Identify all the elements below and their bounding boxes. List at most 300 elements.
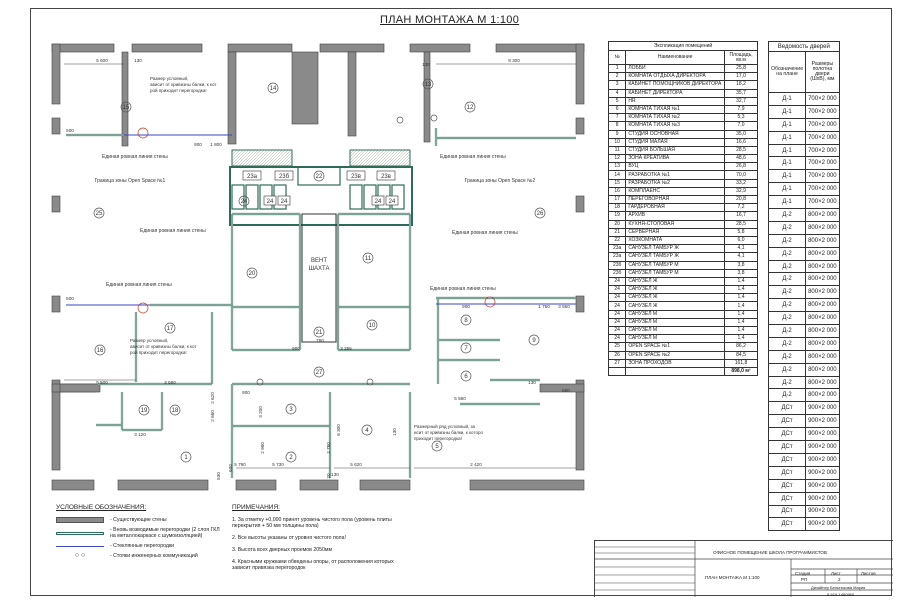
existing-wall [576,196,584,212]
room-area: 1,4 [725,286,758,294]
door-size: 800×2 000 [806,363,840,376]
door-row [769,453,840,466]
door-mark: Д-1 [769,183,806,196]
door-row [769,363,840,376]
explication-title: Экспликация помещений [609,42,758,51]
room-name: РАЗРАБОТКА №1 [626,171,725,179]
total-area: 898,0 м² [725,367,758,375]
room-area: 7,0 [725,122,758,130]
room-number-24: 24 [266,199,274,205]
existing-wall [320,44,384,52]
room-name: САНУЗЕЛ Ж [626,302,725,310]
beam-note: исит от кривизны балки, к которо [414,430,483,435]
room-area: 20,8 [725,196,758,204]
room-name: ЗОНА КРЕАТИВА [626,155,725,163]
room-area: 3,8 [725,269,758,277]
room-area: 1,4 [725,327,758,335]
room-area: 1,4 [725,294,758,302]
room-no: 16 [609,187,626,195]
beam-note: Размер условный, [150,76,189,81]
room-no: 24 [609,310,626,318]
door-mark: Д-1 [769,170,806,183]
zone1-label: Граница зоны Open Space №1 [94,178,166,184]
door-row [769,337,840,350]
door-row [769,286,840,299]
dimension-label: 3 550 [558,304,570,309]
room-no: 1 [609,65,626,73]
explication-row [609,327,758,335]
room-area: 86,2 [725,343,758,351]
dimension-label: 2 980 [260,442,265,454]
room-number-17: 17 [166,326,174,332]
sheet-value: 2 [838,577,841,582]
legend-label: - Стеклянные перегородки [110,543,175,549]
room-no: 26 [609,351,626,359]
existing-wall [410,44,470,52]
dimension-label: 600 [562,388,570,393]
dimension-label: 500 [66,296,74,301]
door-mark: Д-2 [769,299,806,312]
riser-icon [397,117,403,123]
room-area: 28,5 [725,146,758,154]
beam-note: ависит от кривизны балки, к кот [130,344,197,349]
room-no: 13 [609,163,626,171]
room-no: 6 [609,105,626,113]
room-name: КОМНАТА ТИХАЯ №3 [626,122,725,130]
door-size: 900×2 000 [806,402,840,415]
existing-wall [60,384,100,392]
existing-wall [132,44,202,52]
explication-row [609,261,758,269]
room-name: ХОЗКОМНАТА [626,236,725,244]
door-row [769,350,840,363]
room-explication-table [608,41,758,376]
room-no: 19 [609,212,626,220]
room-name: КУХНЯ-СТОЛОВАЯ [626,220,725,228]
explication-row [609,335,758,343]
dimension-label: 8 300 [508,58,520,63]
room-no: 23б [609,261,626,269]
door-row [769,183,840,196]
door-row [769,312,840,325]
room-name: OPEN SPACE №1 [626,343,725,351]
door-size: 800×2 000 [806,312,840,325]
wall-swatch [56,517,104,523]
explication-row [609,171,758,179]
room-name: КАБИНЕТ ПОМОЩНИКОВ ДИРЕКТОРА [626,81,725,89]
legend [56,504,220,563]
legend-label: - Существующие стены [110,517,167,523]
door-row [769,428,840,441]
existing-wall [52,44,114,52]
room-number-23а: 23а [246,174,258,180]
room-area: 1,4 [725,310,758,318]
explication-total-row [609,367,758,375]
door-size: 700×2 000 [806,183,840,196]
explication-row [609,343,758,351]
room-number-21: 21 [315,330,323,336]
door-size: 800×2 000 [806,260,840,273]
explication-row [609,65,758,73]
room-name: СТУДИЯ БОЛЬШАЯ [626,146,725,154]
room-number-22: 22 [315,174,323,180]
explication-row [609,245,758,253]
explication-row [609,253,758,261]
room-area: 1,4 [725,318,758,326]
explication-row [609,187,758,195]
room-number-16: 16 [96,348,104,354]
door-mark: Д-2 [769,247,806,260]
door-mark: Д-2 [769,363,806,376]
room-number-15: 15 [122,105,130,111]
col-mark: Обозначение на плане [769,52,806,93]
dimension-label: 900 [292,346,300,351]
col-area: Площадь, кв.м [725,51,758,65]
room-no: 18 [609,204,626,212]
door-size: 800×2 000 [806,325,840,338]
room-name: РАЗРАБОТКА №2 [626,179,725,187]
beam-note: Размерный ряд условный, за [414,424,476,429]
explication-row [609,220,758,228]
dimension-label: 5 560 [454,396,466,401]
explication-row [609,310,758,318]
wall-line-label: Единая ровная линия стены [430,286,496,292]
wall-line-label: Единая ровная линия стены [106,282,172,288]
existing-wall [576,296,584,312]
room-no: 24 [609,335,626,343]
room-area: 48,6 [725,155,758,163]
existing-wall [576,380,584,470]
existing-wall [360,480,410,490]
door-mark: ДСт [769,492,806,505]
room-no: 24 [609,302,626,310]
dimension-label: 3 580 [164,380,176,385]
room-no: 5 [609,97,626,105]
door-mark: Д-2 [769,350,806,363]
room-name: СТУДИЯ ОСНОВНАЯ [626,130,725,138]
room-no: 15 [609,179,626,187]
door-row [769,402,840,415]
room-number-23в: 23в [381,174,391,180]
door-size: 800×2 000 [806,299,840,312]
dimension-label: 3 120 [134,432,146,437]
column-marker [138,128,148,138]
door-size: 800×2 000 [806,350,840,363]
door-size: 900×2 000 [806,441,840,454]
door-size: 800×2 000 [806,376,840,389]
door-mark: ДСт [769,453,806,466]
explication-row [609,146,758,154]
zone2-label: Граница зоны Open Space №2 [464,178,536,184]
room-name: САНУЗЕЛ ТАМБУР Ж [626,253,725,261]
room-no: 10 [609,138,626,146]
room-area: 18,2 [725,81,758,89]
project-name: ОФИСНОЕ ПОМЕЩЕНИЕ ШКОЛА ПРОГРАММИСТОВ [713,550,827,555]
room-no: 11 [609,146,626,154]
door-row [769,209,840,222]
sheet-header: Лист [831,571,841,576]
door-mark: ДСт [769,466,806,479]
room-no: 25 [609,343,626,351]
room-no: 14 [609,171,626,179]
wall-line-label: Единая ровная линия стены [452,230,518,236]
phone: 8-916-1480960 [827,591,855,597]
room-no: 23б [609,269,626,277]
room-name: КОМПЛАЕНС [626,187,725,195]
room-no: 23а [609,253,626,261]
door-row [769,93,840,106]
partition-swatch [56,532,104,535]
door-row [769,441,840,454]
dimension-label: 130 [422,62,430,67]
dimension-label: 2 420 [470,462,482,467]
room-name: САНУЗЕЛ М [626,335,725,343]
room-number-4: 4 [365,428,369,434]
dimension-label: 500 [66,128,74,133]
existing-wall [52,296,60,312]
beam-note: рой приходит перегородка! [150,88,207,93]
room-name: СТУДИЯ МАЛАЯ [626,138,725,146]
door-mark: Д-2 [769,325,806,338]
riser-icon [431,115,437,121]
room-no: 17 [609,196,626,204]
door-size: 900×2 000 [806,453,840,466]
room-area: 28,5 [725,220,758,228]
door-row [769,196,840,209]
existing-wall [470,480,584,490]
explication-row [609,105,758,113]
door-row [769,299,840,312]
door-mark: ДСт [769,518,806,531]
wall-line-label: Единая ровная линия стены [102,154,168,160]
note-item: 2. Все высоты указаны от уровня чистого пола! [232,535,346,541]
door-mark: Д-1 [769,144,806,157]
room-area: 84,5 [725,351,758,359]
explication-row [609,73,758,81]
door-size: 700×2 000 [806,93,840,106]
room-area: 16,7 [725,212,758,220]
legend-label: - Стояки инженерных коммуникаций [110,553,198,559]
dimension-label: 3 255 [340,346,352,351]
glass-swatch [56,546,104,547]
room-number-13: 13 [424,82,432,88]
beam-note: Размер условный, [130,338,169,343]
room-number-3: 3 [289,407,293,413]
room-name: САНУЗЕЛ Ж [626,286,725,294]
dimension-label: 2 780 [326,442,331,454]
legend-title: УСЛОВНЫЕ ОБОЗНАЧЕНИЯ: [56,504,147,511]
door-row [769,389,840,402]
door-size: 900×2 000 [806,505,840,518]
door-size: 900×2 000 [806,492,840,505]
vent-label: ВЕНТ [310,258,328,264]
room-number-24: 24 [388,199,396,205]
door-row [769,105,840,118]
room-name: САНУЗЕЛ М [626,327,725,335]
door-row [769,247,840,260]
beam-note: рой приходит перегородка! [130,350,187,355]
room-number-5: 5 [435,444,439,450]
note-item: 3. Высота всех дверных проемов 2050мм [232,547,333,553]
room-number-19: 19 [140,408,148,414]
dimension-label: 130 [331,472,339,477]
door-row [769,273,840,286]
room-area: 35,0 [725,130,758,138]
legend-label: - Вновь возводимые перегородки (2 слоя ГКЛ на металлокаркасе с шумоизоляцией) [110,527,220,539]
room-no: 24 [609,327,626,335]
room-area: 1,4 [725,335,758,343]
door-row [769,415,840,428]
door-mark: Д-2 [769,273,806,286]
door-size: 800×2 000 [806,234,840,247]
explication-row [609,122,758,130]
beam-note: приходит перегородка! [414,436,462,441]
door-mark: ДСт [769,479,806,492]
author: Дизайнер Бельтюкова Мария [811,585,866,590]
door-schedule-table [768,41,840,531]
room-number-24: 24 [280,199,288,205]
room-no: 4 [609,89,626,97]
door-mark: ДСт [769,428,806,441]
dimension-label: 2 620 [210,392,215,404]
dimension-label: 900 [194,142,202,147]
room-number-2: 2 [289,455,293,461]
room-number-12: 12 [466,105,474,111]
door-mark: ДСт [769,415,806,428]
hatched-area [350,150,410,166]
room-number-8: 8 [464,318,468,324]
room-no: 24 [609,294,626,302]
room-name: САНУЗЕЛ М [626,310,725,318]
explication-row [609,359,758,367]
sheets-header: Листов [861,571,876,576]
door-mark: ДСт [769,441,806,454]
door-size: 700×2 000 [806,157,840,170]
room-name: КОМНАТА ОТДЫХА ДИРЕКТОРА [626,73,725,81]
door-row [769,492,840,505]
explication-row [609,196,758,204]
door-mark: Д-2 [769,312,806,325]
toilet-cubicle [350,185,362,209]
door-mark: Д-2 [769,209,806,222]
room-area: 32,9 [725,187,758,195]
door-size: 800×2 000 [806,221,840,234]
room-no: 20 [609,220,626,228]
door-row [769,118,840,131]
door-size: 900×2 000 [806,479,840,492]
explication-row [609,236,758,244]
room-name: ЗОНА ПРОХОДОВ [626,359,725,367]
existing-wall [576,44,584,104]
door-size: 700×2 000 [806,118,840,131]
door-row [769,325,840,338]
door-mark: Д-1 [769,196,806,209]
room-name: ГАРДЕРОБНАЯ [626,204,725,212]
existing-wall [52,118,60,134]
existing-wall [122,52,128,146]
doors-title: Ведомость дверей [769,42,840,52]
existing-wall [52,380,60,470]
door-size: 800×2 000 [806,389,840,402]
explication-row [609,81,758,89]
room-no: 8 [609,122,626,130]
room-number-25: 25 [95,211,103,217]
explication-row [609,138,758,146]
explication-row [609,163,758,171]
dimension-label: 600 [228,464,233,472]
door-row [769,479,840,492]
room-name: АРХИВ [626,212,725,220]
room-area: 1,4 [725,302,758,310]
door-size: 900×2 000 [806,466,840,479]
room-area: 33,2 [725,179,758,187]
room-number-1: 1 [184,455,188,461]
explication-row [609,179,758,187]
room-number-24: 24 [374,199,382,205]
door-size: 700×2 000 [806,131,840,144]
room-area: 17,0 [725,73,758,81]
room-no: 9 [609,130,626,138]
room-number-10: 10 [368,323,376,329]
room-no: 3 [609,81,626,89]
explication-row [609,302,758,310]
beam-note: ависит от кривизны балки, к кот [150,82,217,87]
door-mark: Д-2 [769,286,806,299]
col-size: Размеры полотна двери (ШхВ), мм [806,52,840,93]
explication-row [609,155,758,163]
dimension-label: 6 300 [336,424,341,436]
door-mark: Д-2 [769,376,806,389]
wall-line-label: Единая ровная линия стены [440,154,506,160]
room-no: 12 [609,155,626,163]
room-name: HR [626,97,725,105]
explication-row [609,89,758,97]
dimension-label: 1 800 [210,142,222,147]
existing-wall [228,44,292,52]
door-size: 800×2 000 [806,247,840,260]
dimension-label: 900 [462,304,470,309]
existing-wall [52,44,60,104]
room-area: 25,8 [725,65,758,73]
dimension-label: 1 750 [538,304,550,309]
door-mark: ДСт [769,402,806,415]
room-no: 24 [609,318,626,326]
room-area: 161,8 [725,359,758,367]
door-mark: Д-2 [769,221,806,234]
note-item: 4. Красными кружками обведены опоры, от расположения которых зависит привязка перегородок [232,559,394,571]
room-number-24: 24 [240,199,248,205]
legend-item-glass [56,543,220,549]
explication-row [609,277,758,285]
room-name: САНУЗЕЛ ТАМБУР М [626,269,725,277]
stage-value: РП [801,577,808,582]
room-number-14: 14 [269,86,277,92]
room-name: ЛОББИ [626,65,725,73]
room-area: 5,3 [725,114,758,122]
existing-wall [348,52,356,136]
shaft-label: ШАХТА [308,266,330,272]
dimension-label: 130 [134,58,142,63]
door-mark: Д-2 [769,337,806,350]
legend-item-risers [56,553,220,559]
room-name: САНУЗЕЛ ТАМБУР Ж [626,245,725,253]
room-name: КОМНАТА ТИХАЯ №1 [626,105,725,113]
door-size: 800×2 000 [806,209,840,222]
room-no: 24 [609,286,626,294]
existing-wall [496,44,584,52]
dimension-label: 5 620 [350,462,362,467]
door-mark: Д-1 [769,131,806,144]
